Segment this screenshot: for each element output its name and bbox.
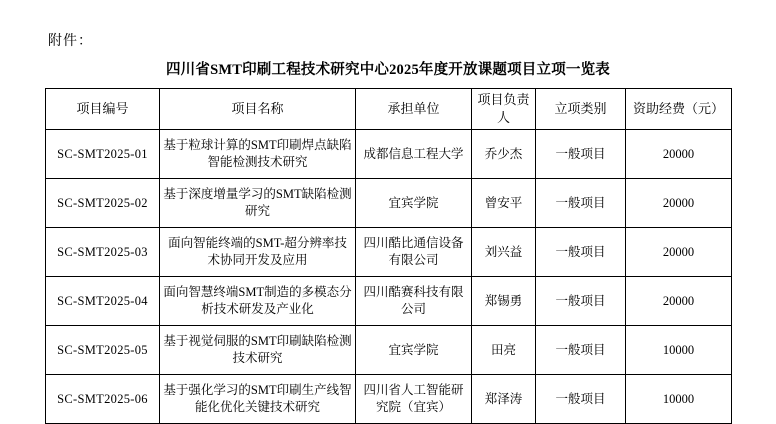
cell-project-code: SC-SMT2025-01 — [46, 130, 160, 179]
cell-project-code: SC-SMT2025-03 — [46, 228, 160, 277]
table-row — [46, 228, 732, 277]
table-row — [46, 277, 732, 326]
cell-project-leader: 田亮 — [472, 326, 536, 375]
column-header-project-leader: 项目负责人 — [472, 89, 536, 130]
cell-project-code: SC-SMT2025-05 — [46, 326, 160, 375]
cell-funding-amount: 20000 — [626, 277, 732, 326]
cell-project-leader: 郑泽涛 — [472, 375, 536, 424]
cell-project-leader: 郑锡勇 — [472, 277, 536, 326]
cell-undertaking-unit: 四川省人工智能研究院（宜宾） — [356, 375, 472, 424]
table-row — [46, 130, 732, 179]
cell-undertaking-unit: 宜宾学院 — [356, 326, 472, 375]
cell-project-type: 一般项目 — [536, 375, 626, 424]
table-header — [46, 89, 732, 130]
cell-project-code: SC-SMT2025-06 — [46, 375, 160, 424]
page-title: 四川省SMT印刷工程技术研究中心2025年度开放课题项目立项一览表 — [165, 62, 611, 78]
cell-project-name: 基于粒球计算的SMT印刷焊点缺陷智能检测技术研究 — [160, 130, 356, 179]
cell-undertaking-unit: 宜宾学院 — [356, 179, 472, 228]
cell-funding-amount: 20000 — [626, 179, 732, 228]
cell-project-leader: 曾安平 — [472, 179, 536, 228]
project-table-container — [45, 88, 731, 424]
cell-project-type: 一般项目 — [536, 277, 626, 326]
cell-project-name: 面向智能终端的SMT-超分辨率技术协同开发及应用 — [160, 228, 356, 277]
cell-project-name: 基于强化学习的SMT印刷生产线智能化优化关键技术研究 — [160, 375, 356, 424]
cell-project-leader: 刘兴益 — [472, 228, 536, 277]
attachment-label: 附件： — [48, 34, 93, 49]
project-list-table — [45, 88, 732, 424]
cell-project-code: SC-SMT2025-02 — [46, 179, 160, 228]
cell-project-name: 基于深度增量学习的SMT缺陷检测研究 — [160, 179, 356, 228]
column-header-project-code: 项目编号 — [46, 89, 160, 130]
cell-funding-amount: 20000 — [626, 228, 732, 277]
cell-project-code: SC-SMT2025-04 — [46, 277, 160, 326]
cell-project-type: 一般项目 — [536, 228, 626, 277]
table-row — [46, 179, 732, 228]
table-row — [46, 326, 732, 375]
cell-undertaking-unit: 四川酷比通信设备有限公司 — [356, 228, 472, 277]
column-header-funding-amount: 资助经费（元） — [626, 89, 732, 130]
cell-project-name: 面向智慧终端SMT制造的多模态分析技术研发及产业化 — [160, 277, 356, 326]
table-row — [46, 375, 732, 424]
column-header-undertaking-unit: 承担单位 — [356, 89, 472, 130]
cell-project-type: 一般项目 — [536, 326, 626, 375]
table-header-row — [46, 89, 732, 130]
cell-project-leader: 乔少杰 — [472, 130, 536, 179]
cell-undertaking-unit: 成都信息工程大学 — [356, 130, 472, 179]
column-header-project-type: 立项类别 — [536, 89, 626, 130]
cell-funding-amount: 10000 — [626, 375, 732, 424]
cell-undertaking-unit: 四川酷赛科技有限公司 — [356, 277, 472, 326]
cell-project-name: 基于视觉伺服的SMT印刷缺陷检测技术研究 — [160, 326, 356, 375]
cell-project-type: 一般项目 — [536, 130, 626, 179]
cell-funding-amount: 10000 — [626, 326, 732, 375]
cell-project-type: 一般项目 — [536, 179, 626, 228]
table-body — [46, 130, 732, 424]
column-header-project-name: 项目名称 — [160, 89, 356, 130]
cell-funding-amount: 20000 — [626, 130, 732, 179]
